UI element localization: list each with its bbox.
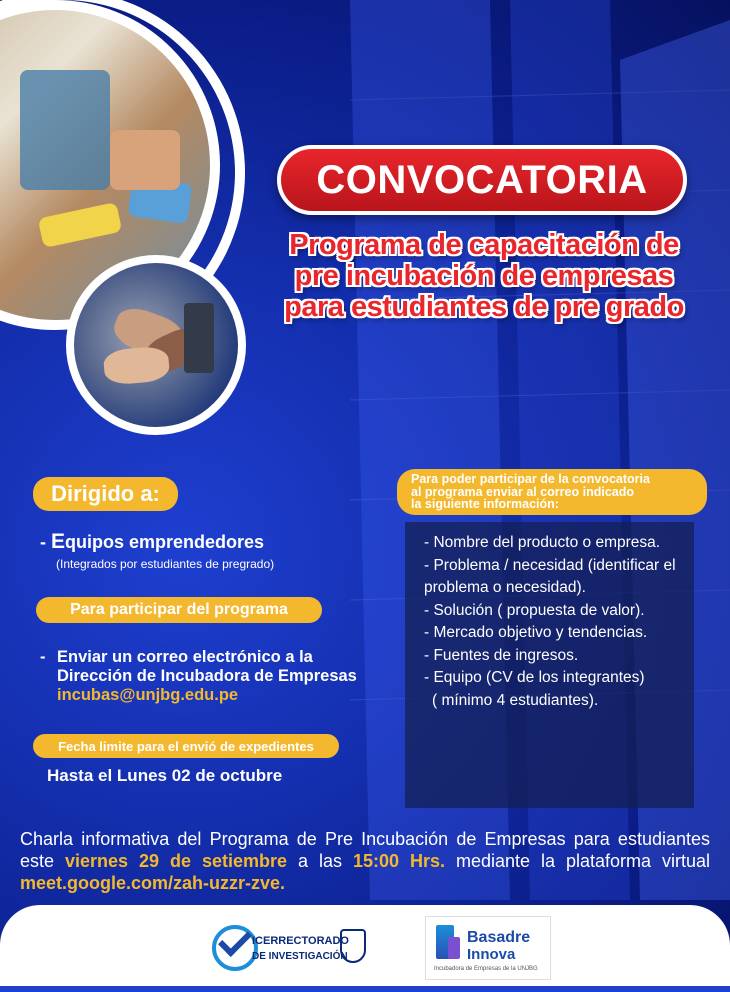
convocatoria-title: CONVOCATORIA xyxy=(277,145,687,215)
target-initial: E xyxy=(51,530,66,553)
list-item: - Problema / necesidad (identificar el problema o necesidad). xyxy=(424,556,676,596)
charla-info xyxy=(20,828,710,894)
fecha-label: Fecha limite para el envió de expedientes xyxy=(33,734,339,758)
target-rest: quipos emprendedores xyxy=(65,532,265,552)
list-item: - Equipo (CV de los integrantes) xyxy=(424,669,645,686)
envio-dash: - xyxy=(40,648,46,666)
list-item: - Mercado objetivo y tendencias. xyxy=(424,624,648,641)
logo2-line1: Basadre xyxy=(467,929,531,946)
vicerrectorado-logo xyxy=(212,925,367,973)
requirements-header xyxy=(397,469,707,515)
fecha-value: Hasta el Lunes 02 de octubre xyxy=(47,766,283,785)
list-item: - Solución ( propuesta de valor). xyxy=(424,601,645,619)
req-line: la siguiente información: xyxy=(411,497,559,511)
dirigido-label: Dirigido a: xyxy=(33,477,178,511)
charla-text: Charla informativa del Programa de Pre Incubación de Empresas para estudiantes este xyxy=(20,829,710,871)
target-dash: - xyxy=(40,532,51,552)
program-title: Programa de capacitación de pre incubación de empresas para estudiantes de pre grado xyxy=(284,229,684,323)
logo1-line1: ICERRECTORADO xyxy=(252,935,349,947)
requirements-list xyxy=(405,522,694,808)
logo2-line2: Innova xyxy=(467,946,516,963)
meet-link[interactable]: meet.google.com/zah-uzzr-zve. xyxy=(20,873,286,893)
target-audience-sub: (Integrados por estudiantes de pregrado) xyxy=(56,557,275,571)
req-line: Para poder participar de la convocatoria xyxy=(411,472,650,486)
charla-time: 15:00 Hrs. xyxy=(352,851,445,871)
logo1-line2: DE INVESTIGACIÓN xyxy=(252,951,348,962)
list-item: - Nombre del producto o empresa. xyxy=(424,534,661,551)
basadre-innova-logo xyxy=(425,916,551,980)
hands-together-photo xyxy=(66,255,246,435)
charla-date: viernes 29 de setiembre xyxy=(65,851,288,871)
envio-text: Enviar un correo electrónico a la Dirección de Incubadora de Empresas xyxy=(57,648,357,685)
envio-email[interactable]: incubas@unjbg.edu.pe xyxy=(57,686,239,704)
charla-text: mediante la plataforma virtual xyxy=(455,851,710,871)
target-audience xyxy=(40,530,264,554)
innova-mark2-icon xyxy=(448,937,460,959)
university-crest-icon xyxy=(340,929,366,963)
list-item: - Fuentes de ingresos. xyxy=(424,646,579,664)
req-line: al programa enviar al correo indicado xyxy=(411,484,634,499)
envio-instruction xyxy=(40,648,360,705)
footer-line xyxy=(0,986,730,992)
participar-label: Para participar del programa xyxy=(36,597,322,623)
charla-text: a las xyxy=(297,851,342,871)
list-item: ( mínimo 4 estudiantes). xyxy=(432,691,599,709)
logo2-line3: Incubadora de Empresas de la UNJBG xyxy=(434,966,538,972)
